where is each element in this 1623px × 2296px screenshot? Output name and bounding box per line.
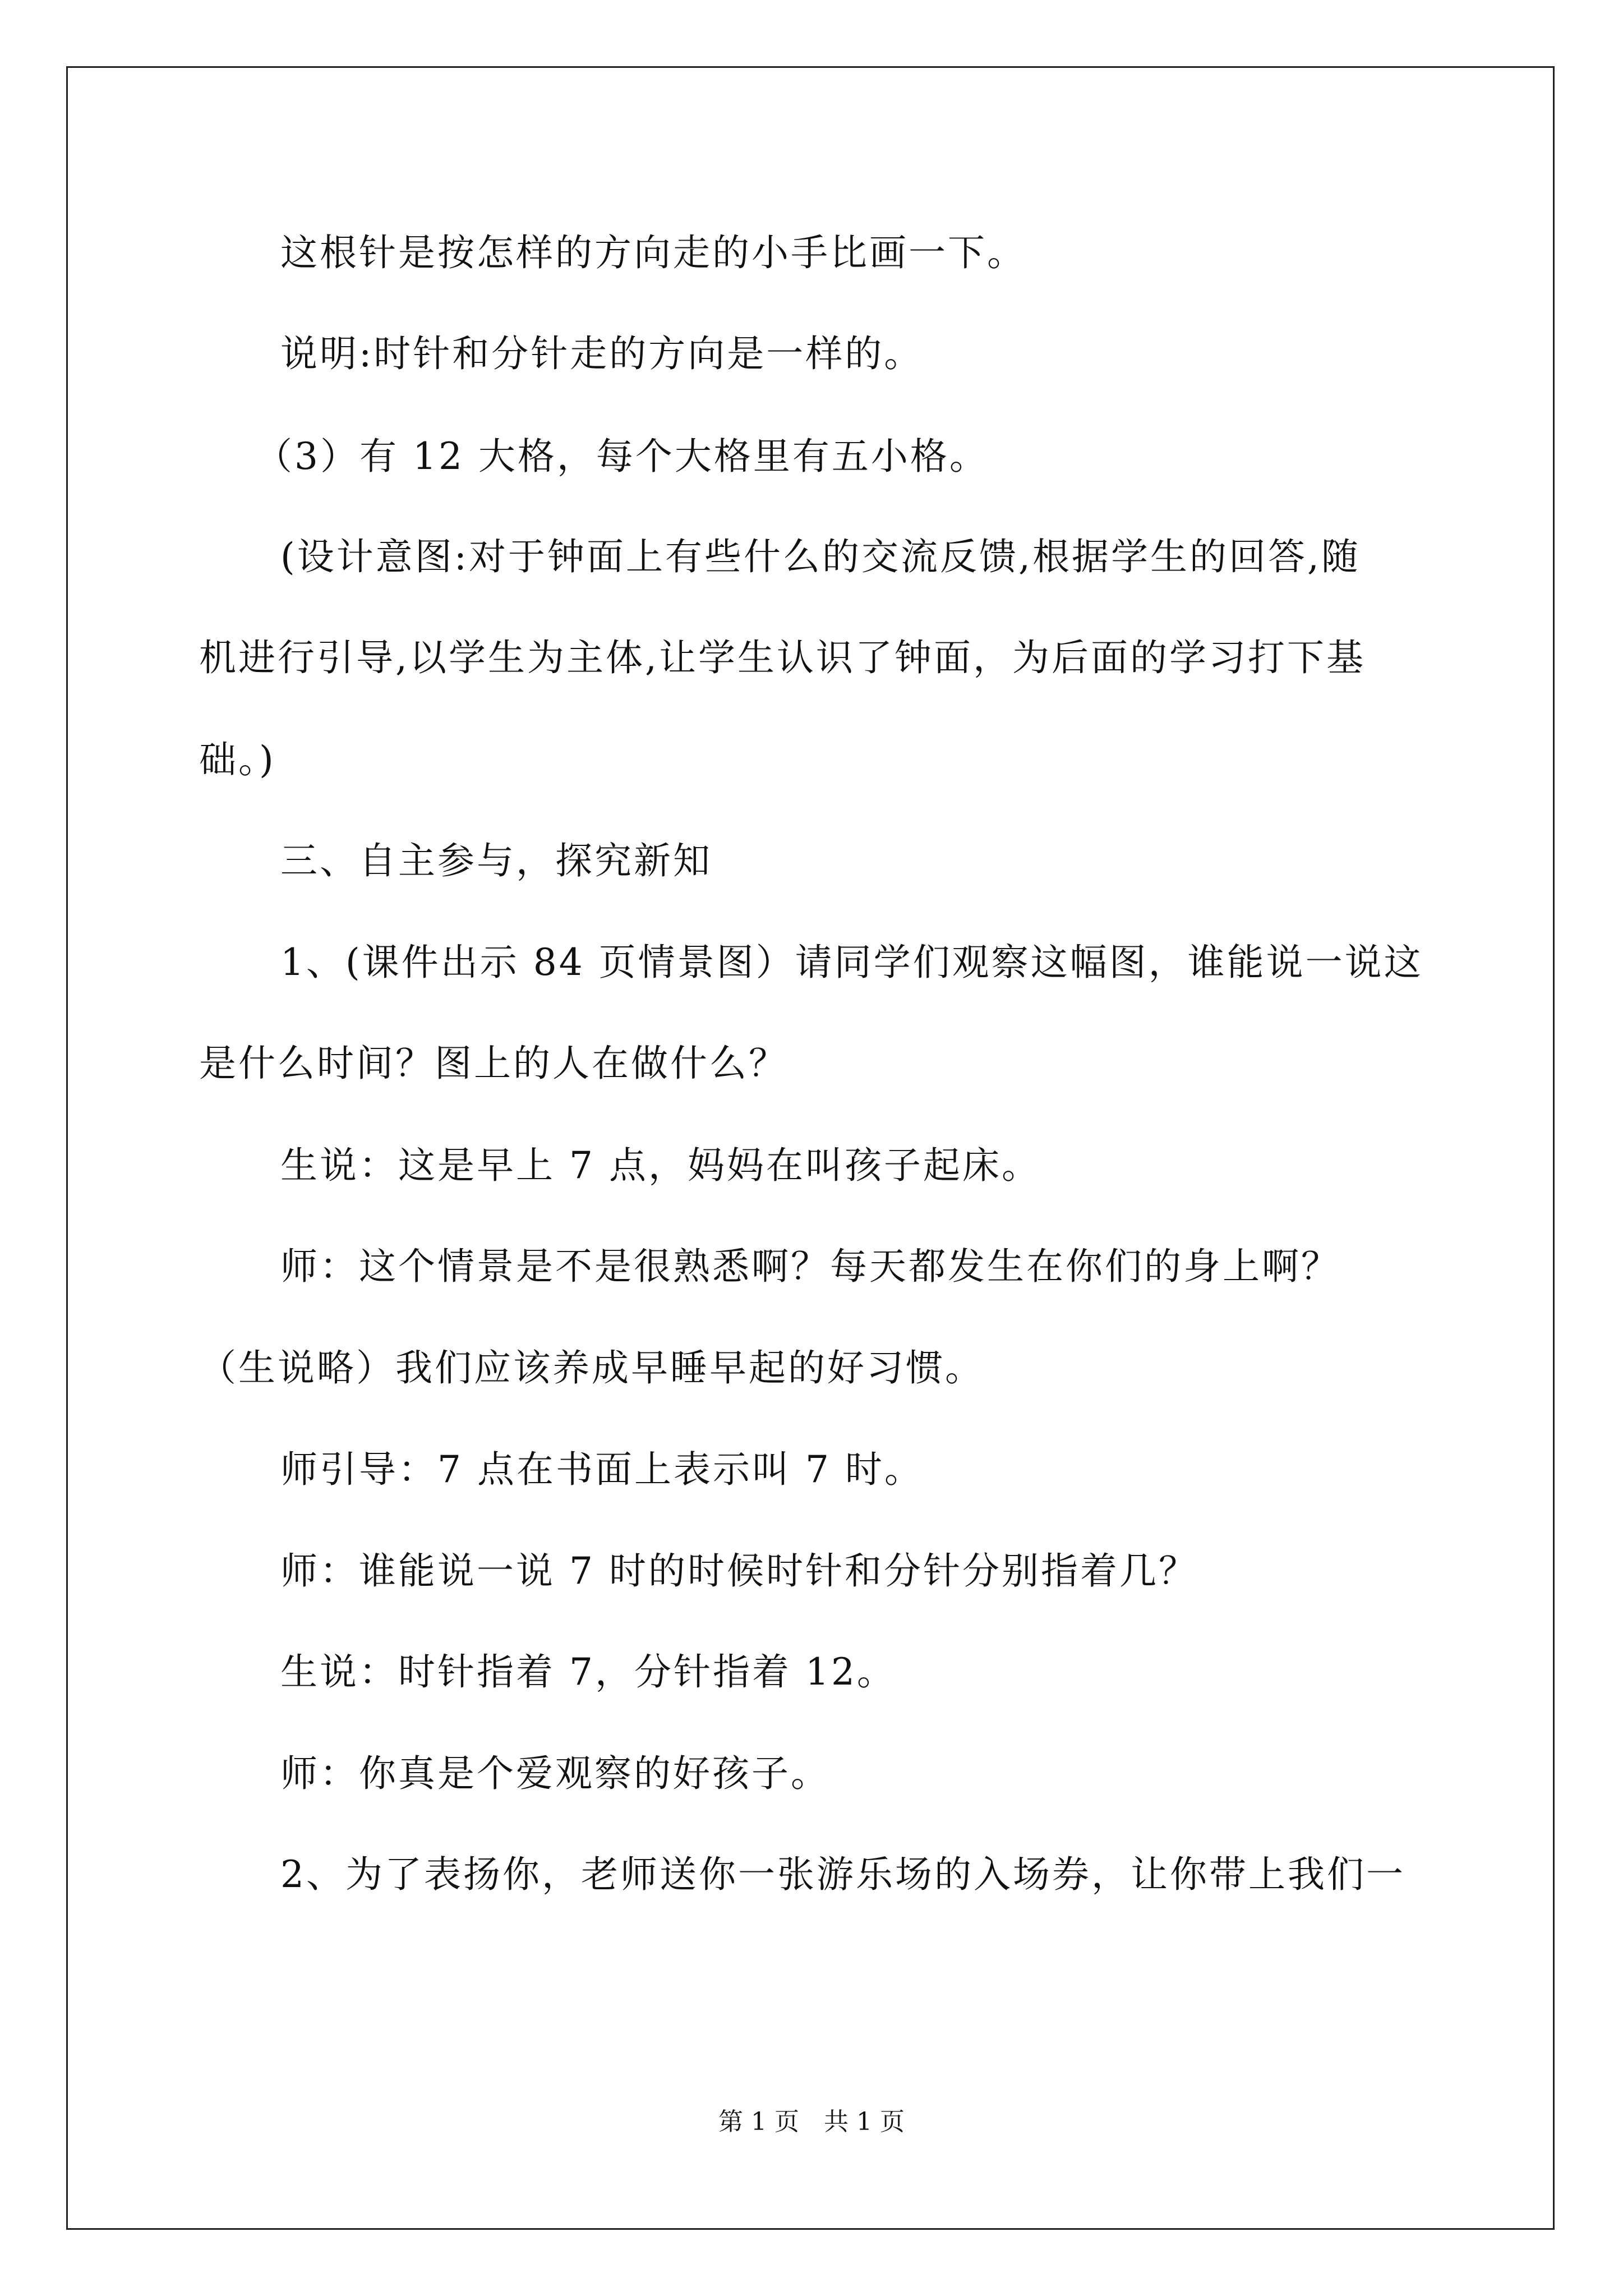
paragraph-line-8: 1、(课件出示 84 页情景图）请同学们观察这幅图，谁能说一说这: [280, 941, 1423, 984]
paragraph-line-10: 生说：这是早上 7 点，妈妈在叫孩子起床。: [280, 1144, 1041, 1187]
paragraph-line-16: 师：你真是个爱观察的好孩子。: [280, 1752, 830, 1795]
paragraph-line-6: 础。): [199, 738, 276, 781]
paragraph-line-13: 师引导：7 点在书面上表示叫 7 时。: [280, 1448, 924, 1491]
section-heading: 三、自主参与，探究新知: [280, 839, 712, 882]
page-footer: 第 1 页 共 1 页: [718, 2108, 905, 2136]
paragraph-line-3: （3）有 12 大格，每个大格里有五小格。: [255, 435, 989, 478]
paragraph-line-5: 机进行引导,以学生为主体,让学生认识了钟面，为后面的学习打下基: [199, 636, 1366, 679]
paragraph-line-12: （生说略）我们应该养成早睡早起的好习惯。: [199, 1346, 984, 1389]
paragraph-line-4: (设计意图:对于钟面上有些什么的交流反馈,根据学生的回答,随: [280, 535, 1361, 578]
paragraph-line-15: 生说：时针指着 7，分针指着 12。: [280, 1650, 896, 1694]
paragraph-line-14: 师：谁能说一说 7 时的时候时针和分针分别指着几？: [280, 1549, 1198, 1593]
paragraph-line-11: 师：这个情景是不是很熟悉啊？每天都发生在你们的身上啊？: [280, 1245, 1340, 1288]
paragraph-line-9: 是什么时间？图上的人在做什么？: [199, 1042, 788, 1085]
paragraph-line-1: 这根针是按怎样的方向走的小手比画一下。: [280, 231, 1026, 274]
paragraph-line-2: 说明:时针和分针走的方向是一样的。: [280, 332, 924, 375]
paragraph-line-17: 2、为了表扬你，老师送你一张游乐场的入场券，让你带上我们一: [280, 1853, 1405, 1896]
